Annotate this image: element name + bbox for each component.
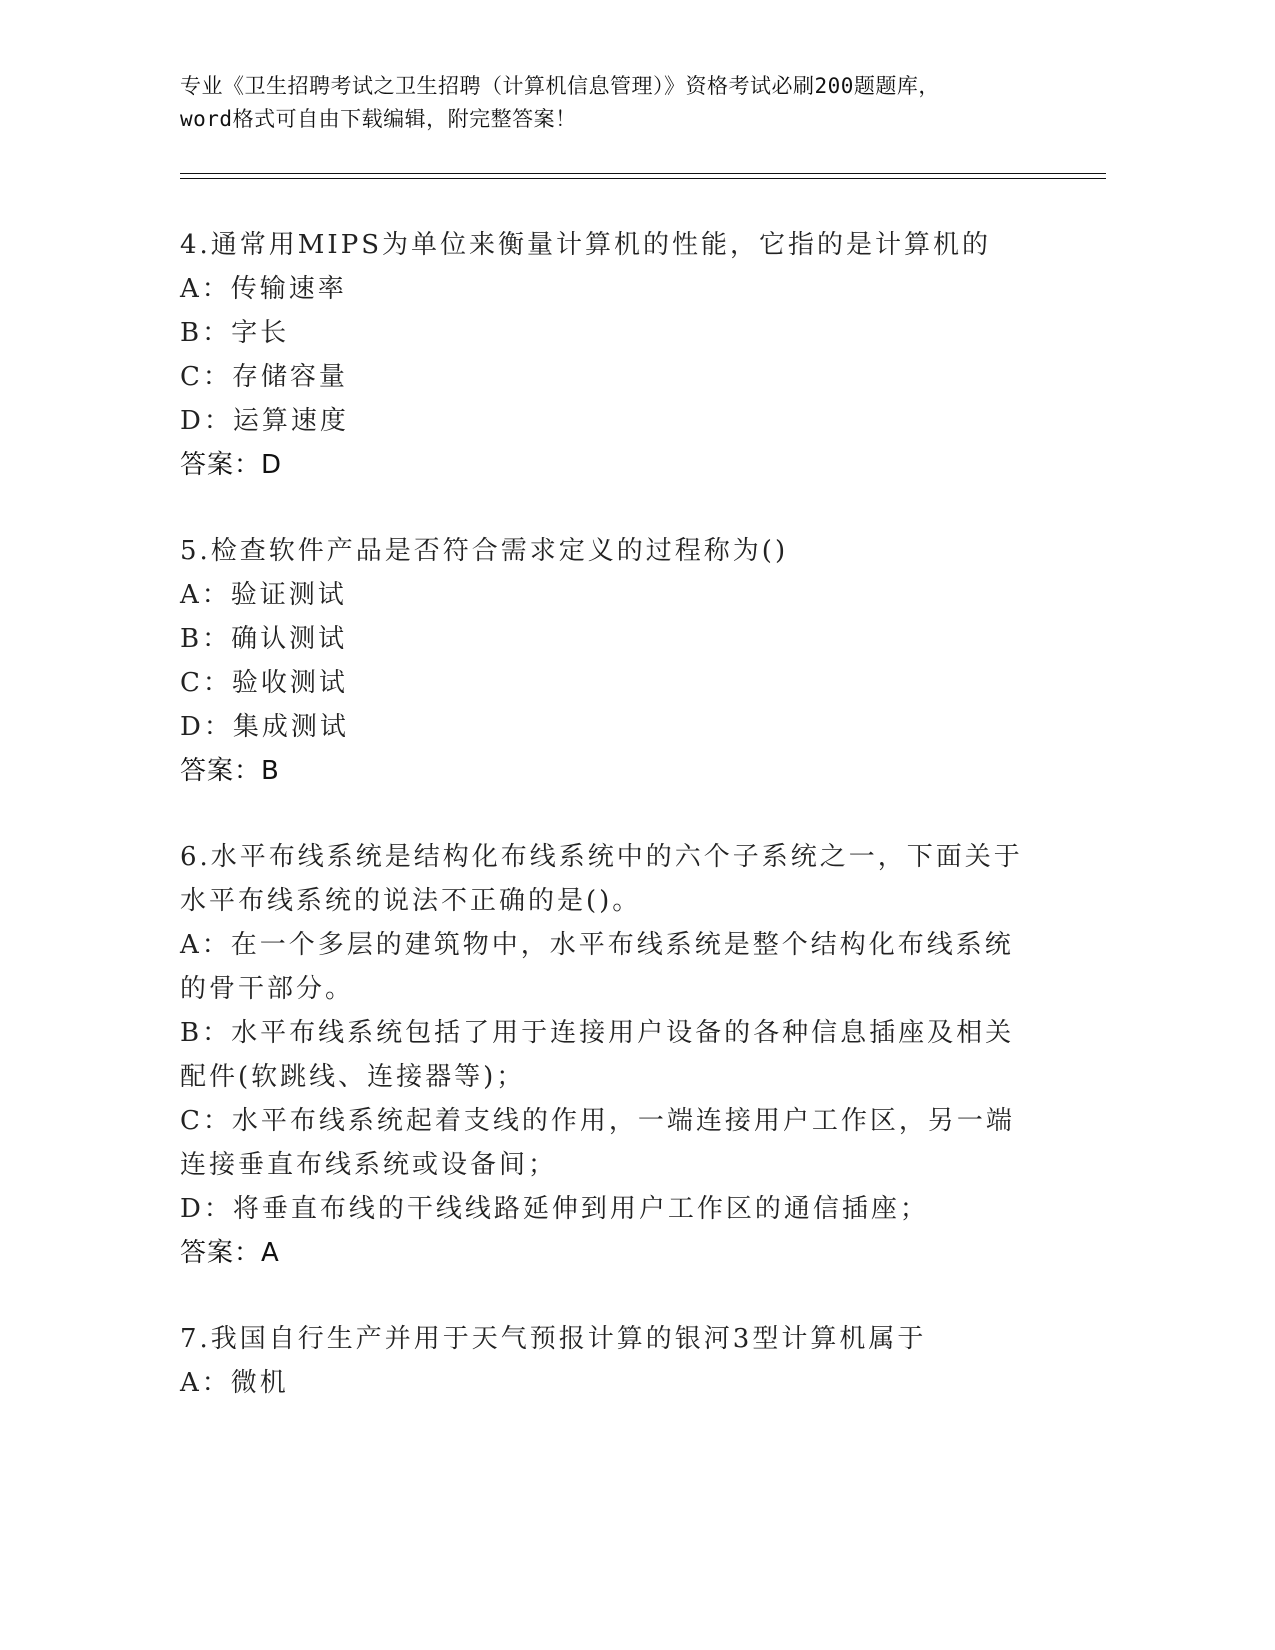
question-6	[180, 835, 1040, 1275]
option-c: C：存储容量	[180, 362, 348, 392]
header-line-2: word格式可自由下载编辑，附完整答案！	[180, 107, 577, 131]
document-header	[180, 70, 1080, 136]
option-c: C：水平布线系统起着支线的作用，一端连接用户工作区，另一端连接垂直布线系统或设备间；	[180, 1106, 1015, 1180]
question-list	[180, 223, 1040, 1447]
option-b: B：确认测试	[180, 624, 348, 654]
header-divider-top	[180, 173, 1106, 174]
question-title: 5.检查软件产品是否符合需求定义的过程称为()	[180, 536, 789, 566]
answer-line: 答案：B	[180, 756, 280, 786]
option-b: B：字长	[180, 318, 290, 348]
option-b: B：水平布线系统包括了用于连接用户设备的各种信息插座及相关配件(软跳线、连接器等)；	[180, 1018, 1015, 1092]
option-a: A：验证测试	[180, 580, 347, 610]
option-c: C：验收测试	[180, 668, 348, 698]
option-d: D：将垂直布线的干线线路延伸到用户工作区的通信插座；	[180, 1194, 929, 1224]
question-title: 6.水平布线系统是结构化布线系统中的六个子系统之一，下面关于水平布线系统的说法不正确的是()。	[180, 842, 1023, 916]
question-title: 7.我国自行生产并用于天气预报计算的银河3型计算机属于	[180, 1324, 927, 1354]
answer-line: 答案：A	[180, 1238, 280, 1268]
option-a: A：传输速率	[180, 274, 347, 304]
answer-line: 答案：D	[180, 450, 283, 480]
option-d: D：集成测试	[180, 712, 349, 742]
question-7	[180, 1317, 1040, 1405]
header-divider-bottom	[180, 178, 1106, 179]
header-line-1: 专业《卫生招聘考试之卫生招聘（计算机信息管理）》资格考试必刷200题题库，	[180, 74, 940, 98]
option-d: D：运算速度	[180, 406, 349, 436]
question-5	[180, 529, 1040, 793]
question-4	[180, 223, 1040, 487]
option-a: A：微机	[180, 1368, 289, 1398]
option-a: A：在一个多层的建筑物中，水平布线系统是整个结构化布线系统的骨干部分。	[180, 930, 1014, 1004]
question-title: 4.通常用MIPS为单位来衡量计算机的性能，它指的是计算机的	[180, 230, 992, 260]
